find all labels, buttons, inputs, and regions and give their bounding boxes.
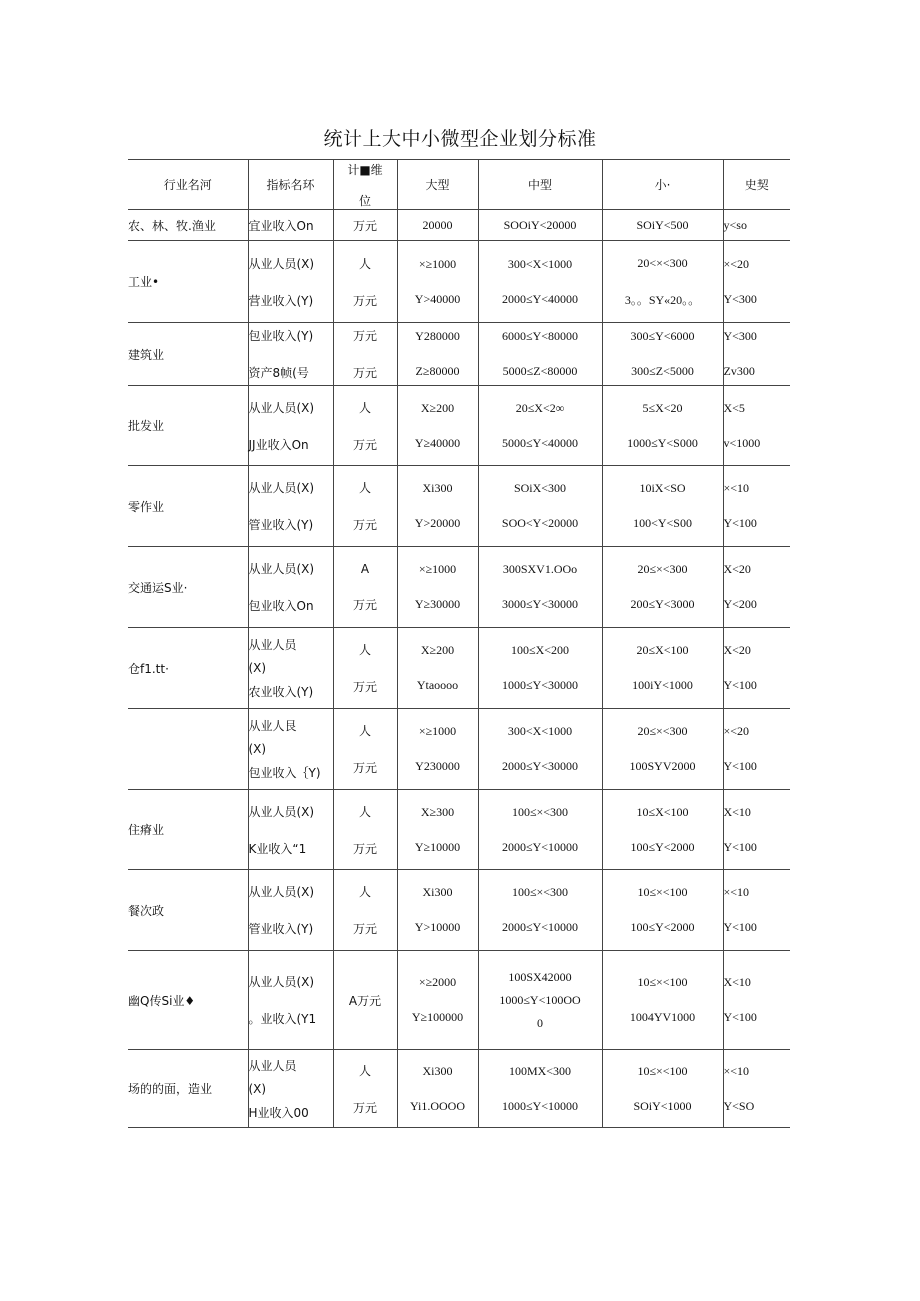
- table-row: [128, 386, 790, 466]
- industry-cell: [128, 628, 248, 709]
- unit-cell-line: 万元: [352, 218, 377, 233]
- indicator-cell: [248, 870, 333, 951]
- indicator-cell-line: 从业人员(X): [248, 400, 315, 415]
- micro-cell-line: Y<SO: [723, 1098, 755, 1113]
- micro-cell-line: ×<10: [723, 885, 750, 899]
- small-cell-line: 10≤×<100: [637, 1063, 688, 1078]
- unit-cell-line: 人: [358, 481, 371, 495]
- small-cell-line: 1000≤Y<S000: [627, 435, 698, 450]
- micro-cell-line: X<20: [723, 562, 751, 576]
- small-cell: [602, 790, 723, 870]
- medium-cell-line: SOO<Y<20000: [501, 516, 579, 530]
- large-cell-line: Xi300: [422, 1063, 453, 1078]
- micro-cell-line: v<1000: [723, 435, 761, 450]
- unit-cell-line: 人: [358, 400, 371, 415]
- micro-cell: [723, 709, 790, 790]
- industry-cell-line: 工业•: [128, 275, 160, 289]
- header-medium: 中型: [478, 160, 602, 210]
- indicator-cell: [248, 951, 333, 1050]
- micro-cell-line: ×<10: [723, 1063, 750, 1078]
- micro-cell-line: y<so: [723, 217, 747, 232]
- large-cell: [397, 709, 478, 790]
- large-cell-line: ×≥1000: [418, 256, 457, 271]
- page-title: 统计上大中小微型企业划分标准: [323, 128, 597, 150]
- medium-cell-line: 2000≤Y<40000: [501, 291, 579, 306]
- large-cell-line: Y≥30000: [414, 597, 461, 611]
- large-cell-line: ×≥1000: [418, 562, 457, 576]
- indicator-cell-line: 从业人员(X): [248, 562, 315, 576]
- industry-cell-line: 批发业: [128, 419, 165, 433]
- medium-cell: [478, 951, 602, 1050]
- small-cell-line: 100≤Y<2000: [630, 920, 695, 934]
- micro-cell: [723, 210, 790, 241]
- small-cell: [602, 951, 723, 1050]
- industry-cell: [128, 709, 248, 790]
- medium-cell-line: 5000≤Z<80000: [502, 364, 578, 378]
- large-cell: [397, 1050, 478, 1128]
- indicator-cell-line: 营业收入(Y): [248, 293, 314, 308]
- indicator-cell-line: (X): [248, 1081, 267, 1096]
- medium-cell-line: 100MX<300: [508, 1063, 572, 1078]
- indicator-cell: [248, 547, 333, 628]
- large-cell-line: Yi1.OOOO: [409, 1098, 465, 1113]
- unit-cell-line: A万元: [348, 993, 382, 1008]
- small-cell: [602, 1050, 723, 1128]
- medium-cell-line: 100≤×<300: [511, 804, 569, 819]
- small-cell-line: 20<×<300: [637, 255, 688, 270]
- medium-cell-line: 2000≤Y<10000: [501, 839, 579, 854]
- micro-cell-line: ×<10: [723, 481, 750, 495]
- indicator-cell: [248, 241, 333, 323]
- micro-cell-line: X<5: [723, 400, 745, 415]
- industry-cell: [128, 790, 248, 870]
- micro-cell: [723, 790, 790, 870]
- medium-cell-line: 20≤X<2∞: [515, 400, 565, 415]
- micro-cell: [723, 466, 790, 547]
- industry-cell-line: 仓f1.tt·: [128, 661, 169, 676]
- indicator-cell: [248, 323, 333, 386]
- unit-cell-line: 万元: [352, 1100, 377, 1115]
- large-cell-line: X≥300: [420, 804, 455, 819]
- medium-cell-line: 6000≤Y<80000: [501, 329, 579, 343]
- table-row: [128, 951, 790, 1050]
- medium-cell: [478, 628, 602, 709]
- micro-cell: [723, 951, 790, 1050]
- unit-cell-line: 人: [358, 643, 371, 657]
- indicator-cell-line: (X): [248, 742, 267, 756]
- medium-cell: [478, 241, 602, 323]
- medium-cell-line: SOiX<300: [513, 481, 567, 495]
- large-cell: [397, 386, 478, 466]
- large-cell-line: Y≥40000: [414, 435, 461, 450]
- indicator-cell-line: 从业人艮: [248, 719, 297, 733]
- medium-cell-line: 100≤×<300: [511, 885, 569, 899]
- industry-cell: [128, 323, 248, 386]
- table-row: [128, 323, 790, 386]
- large-cell-line: Y230000: [415, 759, 460, 773]
- unit-cell-line: 万元: [352, 761, 377, 775]
- medium-cell-line: 2000≤Y<10000: [501, 920, 579, 934]
- small-cell-line: SOiY<1000: [633, 1098, 692, 1113]
- small-cell: [602, 628, 723, 709]
- header-unit-line1: 计■维: [347, 162, 383, 177]
- industry-cell: [128, 870, 248, 951]
- indicator-cell-line: 包业收入(Y): [248, 329, 314, 343]
- small-cell-line: 200≤Y<3000: [630, 597, 695, 611]
- micro-cell-line: Y<100: [723, 678, 757, 692]
- small-cell-line: 100≤Y<2000: [630, 839, 695, 854]
- micro-cell: [723, 547, 790, 628]
- unit-cell: [333, 241, 397, 323]
- unit-cell: [333, 1050, 397, 1128]
- large-cell: [397, 628, 478, 709]
- unit-cell-line: 万元: [352, 597, 377, 612]
- unit-cell-line: 万元: [352, 437, 377, 452]
- industry-cell-line: 农、林、牧.渔业: [128, 218, 216, 233]
- micro-cell-line: X<20: [723, 643, 751, 657]
- small-cell: [602, 323, 723, 386]
- medium-cell: [478, 386, 602, 466]
- header-small: 小·: [602, 160, 723, 210]
- indicator-cell-line: JJ业收入On: [248, 437, 309, 452]
- large-cell-line: 20000: [422, 217, 453, 232]
- unit-cell-line: 万元: [352, 366, 377, 380]
- indicator-cell: [248, 709, 333, 790]
- small-cell: [602, 466, 723, 547]
- unit-cell-line: 人: [358, 1063, 371, 1078]
- large-cell: [397, 951, 478, 1050]
- indicator-cell-line: 宜业收入On: [248, 218, 314, 233]
- table-row: [128, 790, 790, 870]
- small-cell: [602, 709, 723, 790]
- unit-cell-line: A: [360, 561, 370, 576]
- large-cell-line: Ytaoooo: [416, 678, 459, 692]
- industry-cell-line: 餐次政: [128, 903, 165, 918]
- small-cell: [602, 241, 723, 323]
- medium-cell-line: 300<X<1000: [507, 256, 573, 271]
- header-unit: [333, 160, 397, 210]
- medium-cell: [478, 1050, 602, 1128]
- industry-cell-line: 场的的面，造业: [128, 1082, 213, 1096]
- large-cell-line: X≥200: [420, 643, 455, 657]
- micro-cell-line: Y<300: [723, 329, 757, 343]
- indicator-cell-line: 包业收入On: [248, 599, 314, 613]
- indicator-cell-line: (X): [248, 661, 267, 675]
- header-micro: 史契: [723, 160, 790, 210]
- small-cell-line: 10iX<SO: [639, 481, 686, 495]
- large-cell-line: ×≥1000: [418, 724, 457, 738]
- medium-cell-line: 1000≤Y<10000: [501, 1098, 579, 1113]
- micro-cell-line: Y<100: [723, 516, 757, 530]
- small-cell-line: 5≤X<20: [642, 400, 683, 415]
- medium-cell-line: 1000≤Y<100OO: [499, 992, 581, 1007]
- large-cell-line: Y≥100000: [411, 1010, 464, 1024]
- unit-cell: [333, 386, 397, 466]
- indicator-cell-line: 从业人员(X): [248, 975, 315, 989]
- header-unit-line2: 位: [358, 193, 371, 208]
- table-row: [128, 1050, 790, 1128]
- unit-cell: [333, 323, 397, 386]
- header-indicator: 指标名环: [248, 160, 333, 210]
- medium-cell: [478, 790, 602, 870]
- table-row: [128, 547, 790, 628]
- industry-cell-line: 零作业: [128, 499, 165, 514]
- large-cell-line: Y≥10000: [414, 839, 461, 854]
- small-cell-line: 10≤×<100: [637, 885, 688, 899]
- small-cell-line: 20≤×<300: [637, 562, 688, 576]
- indicator-cell-line: 从业人员(X): [248, 885, 315, 899]
- medium-cell-line: 300SXV1.OOo: [502, 562, 578, 576]
- header-industry: 行业名河: [128, 160, 248, 210]
- medium-cell-line: 5000≤Y<40000: [501, 435, 579, 450]
- large-cell: [397, 323, 478, 386]
- micro-cell: [723, 870, 790, 951]
- small-cell-line: 3。。SY«20。。: [624, 292, 701, 307]
- table-row: [128, 210, 790, 241]
- indicator-cell: [248, 628, 333, 709]
- micro-cell-line: Y<100: [723, 759, 757, 773]
- micro-cell-line: Zv300: [723, 364, 755, 378]
- medium-cell-line: 0: [537, 1015, 543, 1030]
- unit-cell-line: 人: [358, 724, 371, 738]
- unit-cell-line: 人: [358, 804, 371, 819]
- indicator-cell-line: 农业收入(Y): [248, 685, 314, 699]
- large-cell: [397, 466, 478, 547]
- small-cell-line: 300≤Z<5000: [631, 364, 694, 378]
- industry-cell: [128, 210, 248, 241]
- small-cell-line: 100SYV2000: [629, 759, 696, 773]
- large-cell: [397, 241, 478, 323]
- indicator-cell: [248, 1050, 333, 1128]
- medium-cell-line: 100SX42000: [508, 969, 572, 984]
- header-large: 大型: [397, 160, 478, 210]
- large-cell-line: Y>40000: [414, 291, 461, 306]
- large-cell-line: X≥200: [420, 400, 455, 415]
- industry-cell: [128, 547, 248, 628]
- table-row: [128, 628, 790, 709]
- small-cell: [602, 870, 723, 951]
- table-row: [128, 241, 790, 323]
- small-cell-line: 100iY<1000: [632, 678, 693, 692]
- unit-cell-line: 人: [358, 885, 371, 899]
- indicator-cell-line: 从业人员: [248, 1058, 297, 1073]
- unit-cell: [333, 628, 397, 709]
- indicator-cell: [248, 790, 333, 870]
- small-cell-line: 100<Y<S00: [633, 516, 692, 530]
- unit-cell: [333, 547, 397, 628]
- unit-cell-line: 万元: [352, 518, 377, 532]
- large-cell-line: Y280000: [415, 329, 460, 343]
- unit-cell: [333, 870, 397, 951]
- small-cell: [602, 547, 723, 628]
- large-cell: [397, 210, 478, 241]
- unit-cell-line: 万元: [352, 329, 377, 343]
- unit-cell-line: 万元: [352, 293, 377, 308]
- small-cell-line: 20≤X<100: [636, 643, 689, 657]
- micro-cell: [723, 241, 790, 323]
- micro-cell-line: Y<300: [723, 291, 757, 306]
- industry-cell-line: 住瘠业: [128, 823, 165, 837]
- unit-cell: [333, 210, 397, 241]
- indicator-cell-line: K业收入“1: [248, 841, 307, 856]
- industry-cell-line: 交通运S业·: [128, 580, 188, 595]
- large-cell-line: Y>10000: [414, 920, 461, 934]
- indicator-cell-line: 管业收入(Y): [248, 518, 314, 532]
- micro-cell-line: ×<20: [723, 724, 750, 738]
- indicator-cell-line: 资产8帧(号: [248, 366, 309, 380]
- small-cell: [602, 210, 723, 241]
- large-cell-line: Z≥80000: [415, 364, 460, 378]
- medium-cell-line: SOOiY<20000: [503, 217, 577, 232]
- small-cell-line: SOiY<500: [636, 217, 689, 232]
- indicator-cell-line: 从业人员(X): [248, 481, 315, 495]
- table-row: [128, 870, 790, 951]
- small-cell-line: 300≤Y<6000: [630, 329, 695, 343]
- indicator-cell: [248, 210, 333, 241]
- unit-cell: [333, 790, 397, 870]
- small-cell-line: 10≤X<100: [636, 804, 689, 819]
- micro-cell-line: Y<100: [723, 920, 757, 934]
- micro-cell-line: Y<200: [723, 597, 757, 611]
- micro-cell: [723, 1050, 790, 1128]
- large-cell-line: Xi300: [422, 885, 453, 899]
- industry-cell: [128, 1050, 248, 1128]
- unit-cell-line: 万元: [352, 841, 377, 856]
- micro-cell-line: X<10: [723, 975, 751, 989]
- micro-cell-line: X<10: [723, 804, 751, 819]
- industry-cell-line: 建筑业: [128, 347, 165, 362]
- large-cell-line: Xi300: [422, 481, 453, 495]
- indicator-cell-line: 管业收入(Y): [248, 922, 314, 936]
- medium-cell: [478, 709, 602, 790]
- unit-cell: [333, 951, 397, 1050]
- medium-cell: [478, 466, 602, 547]
- small-cell: [602, 386, 723, 466]
- industry-cell: [128, 951, 248, 1050]
- medium-cell: [478, 547, 602, 628]
- unit-cell: [333, 709, 397, 790]
- micro-cell-line: Y<100: [723, 839, 757, 854]
- indicator-cell-line: 包业收入｛Y): [248, 766, 321, 780]
- medium-cell-line: 3000≤Y<30000: [501, 597, 579, 611]
- indicator-cell-line: 。业收入(Y1: [248, 1012, 317, 1026]
- medium-cell-line: 100≤X<200: [510, 643, 570, 657]
- indicator-cell: [248, 466, 333, 547]
- industry-cell: [128, 386, 248, 466]
- medium-cell-line: 1000≤Y<30000: [501, 678, 579, 692]
- indicator-cell-line: H业收入00: [248, 1105, 309, 1120]
- large-cell: [397, 870, 478, 951]
- large-cell-line: Y>20000: [414, 516, 461, 530]
- large-cell-line: ×≥2000: [418, 975, 457, 989]
- medium-cell: [478, 870, 602, 951]
- small-cell-line: 10≤×<100: [637, 975, 688, 989]
- medium-cell: [478, 323, 602, 386]
- unit-cell: [333, 466, 397, 547]
- table-row: [128, 709, 790, 790]
- medium-cell: [478, 210, 602, 241]
- industry-cell: [128, 241, 248, 323]
- indicator-cell: [248, 386, 333, 466]
- micro-cell: [723, 323, 790, 386]
- large-cell: [397, 790, 478, 870]
- medium-cell-line: 300<X<1000: [507, 724, 573, 738]
- unit-cell-line: 万元: [352, 922, 377, 936]
- unit-cell-line: 万元: [352, 680, 377, 694]
- micro-cell-line: ×<20: [723, 256, 750, 271]
- micro-cell: [723, 386, 790, 466]
- unit-cell-line: 人: [358, 256, 371, 271]
- medium-cell-line: 2000≤Y<30000: [501, 759, 579, 773]
- table-row: [128, 466, 790, 547]
- indicator-cell-line: 从业人员(X): [248, 804, 315, 819]
- indicator-cell-line: 从业人员: [248, 638, 297, 652]
- indicator-cell-line: 从业人员(X): [248, 256, 315, 271]
- header-row: [128, 160, 790, 210]
- large-cell: [397, 547, 478, 628]
- micro-cell-line: Y<100: [723, 1010, 757, 1024]
- small-cell-line: 20≤×<300: [637, 724, 688, 738]
- micro-cell: [723, 628, 790, 709]
- industry-cell: [128, 466, 248, 547]
- small-cell-line: 1004YV1000: [629, 1010, 696, 1024]
- classification-table: [128, 159, 790, 1128]
- industry-cell-line: 幽Q传Si业♦: [128, 993, 196, 1008]
